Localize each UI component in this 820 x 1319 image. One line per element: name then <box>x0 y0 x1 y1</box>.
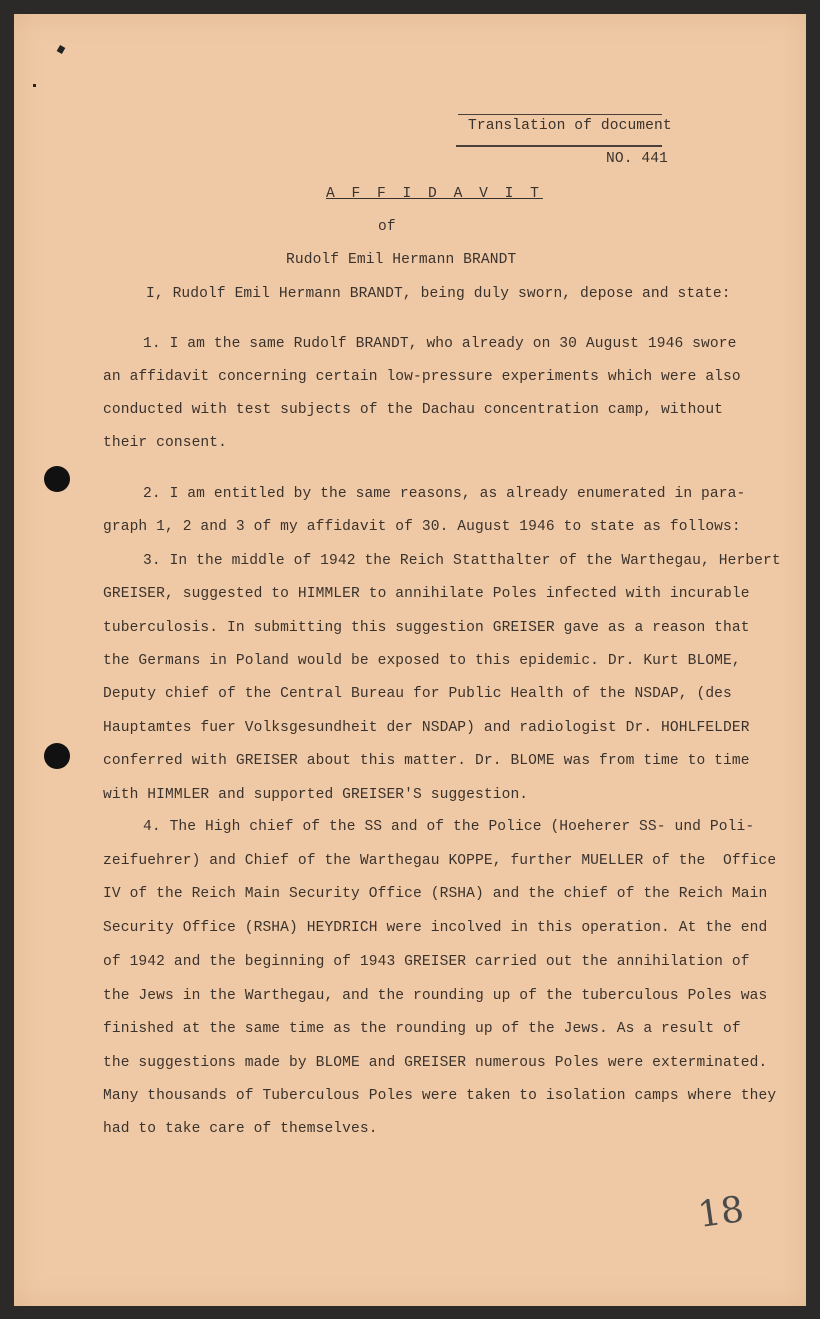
para1-line: their consent. <box>103 435 228 451</box>
punch-hole-top <box>44 466 70 492</box>
para2-line: 2. I am entitled by the same reasons, as already enumerated in para- <box>143 486 746 502</box>
title-of: of <box>378 219 396 235</box>
para3-line: tuberculosis. In submitting this suggestion GREISER gave as a reason that <box>103 620 750 636</box>
intro-statement: I, Rudolf Emil Hermann BRANDT, being duly sworn, depose and state: <box>146 286 731 302</box>
para3-line: with HIMMLER and supported GREISER'S suggestion. <box>103 787 529 803</box>
affidavit-title: A F F I D A V I T <box>326 186 543 202</box>
deponent-name: Rudolf Emil Hermann BRANDT <box>286 252 517 268</box>
para1-line: 1. I am the same Rudolf BRANDT, who already on 30 August 1946 swore <box>143 336 737 352</box>
para4-line: 4. The High chief of the SS and of the Police (Hoeherer SS- und Poli- <box>143 819 755 835</box>
header-rule-bottom <box>456 145 662 147</box>
para4-line: zeifuehrer) and Chief of the Warthegau KOPPE, further MUELLER of the Office <box>103 853 777 869</box>
para4-line: the Jews in the Warthegau, and the rounding up of the tuberculous Poles was <box>103 988 768 1004</box>
para3-line: conferred with GREISER about this matter. Dr. BLOME was from time to time <box>103 753 750 769</box>
punch-hole-bottom <box>44 743 70 769</box>
para4-line: Many thousands of Tuberculous Poles were taken to isolation camps where they <box>103 1088 777 1104</box>
para4-line: IV of the Reich Main Security Office (RSHA) and the chief of the Reich Main <box>103 886 768 902</box>
para1-line: conducted with test subjects of the Dachau concentration camp, without <box>103 402 724 418</box>
translation-label: Translation of document <box>468 118 672 134</box>
para4-line: of 1942 and the beginning of 1943 GREISER carried out the annihilation of <box>103 954 750 970</box>
para4-line: had to take care of themselves. <box>103 1121 378 1137</box>
para4-line: the suggestions made by BLOME and GREISER numerous Poles were exterminated. <box>103 1055 768 1071</box>
para4-line: Security Office (RSHA) HEYDRICH were incolved in this operation. At the end <box>103 920 768 936</box>
para3-line: Hauptamtes fuer Volksgesundheit der NSDAP) and radiologist Dr. HOHLFELDER <box>103 720 750 736</box>
para3-line: the Germans in Poland would be exposed to this epidemic. Dr. Kurt BLOME, <box>103 653 741 669</box>
header-rule-top <box>458 114 662 115</box>
handwritten-page-number: 18 <box>695 1189 747 1236</box>
para1-line: an affidavit concerning certain low-pressure experiments which were also <box>103 369 741 385</box>
para3-line: GREISER, suggested to HIMMLER to annihilate Poles infected with incurable <box>103 586 750 602</box>
ink-dot <box>33 84 36 87</box>
para4-line: finished at the same time as the rounding up of the Jews. As a result of <box>103 1021 741 1037</box>
document-number: NO. 441 <box>606 151 669 167</box>
para3-line: 3. In the middle of 1942 the Reich Statthalter of the Warthegau, Herbert <box>143 553 781 569</box>
para3-line: Deputy chief of the Central Bureau for Public Health of the NSDAP, (des <box>103 686 732 702</box>
para2-line: graph 1, 2 and 3 of my affidavit of 30. August 1946 to state as follows: <box>103 519 741 535</box>
